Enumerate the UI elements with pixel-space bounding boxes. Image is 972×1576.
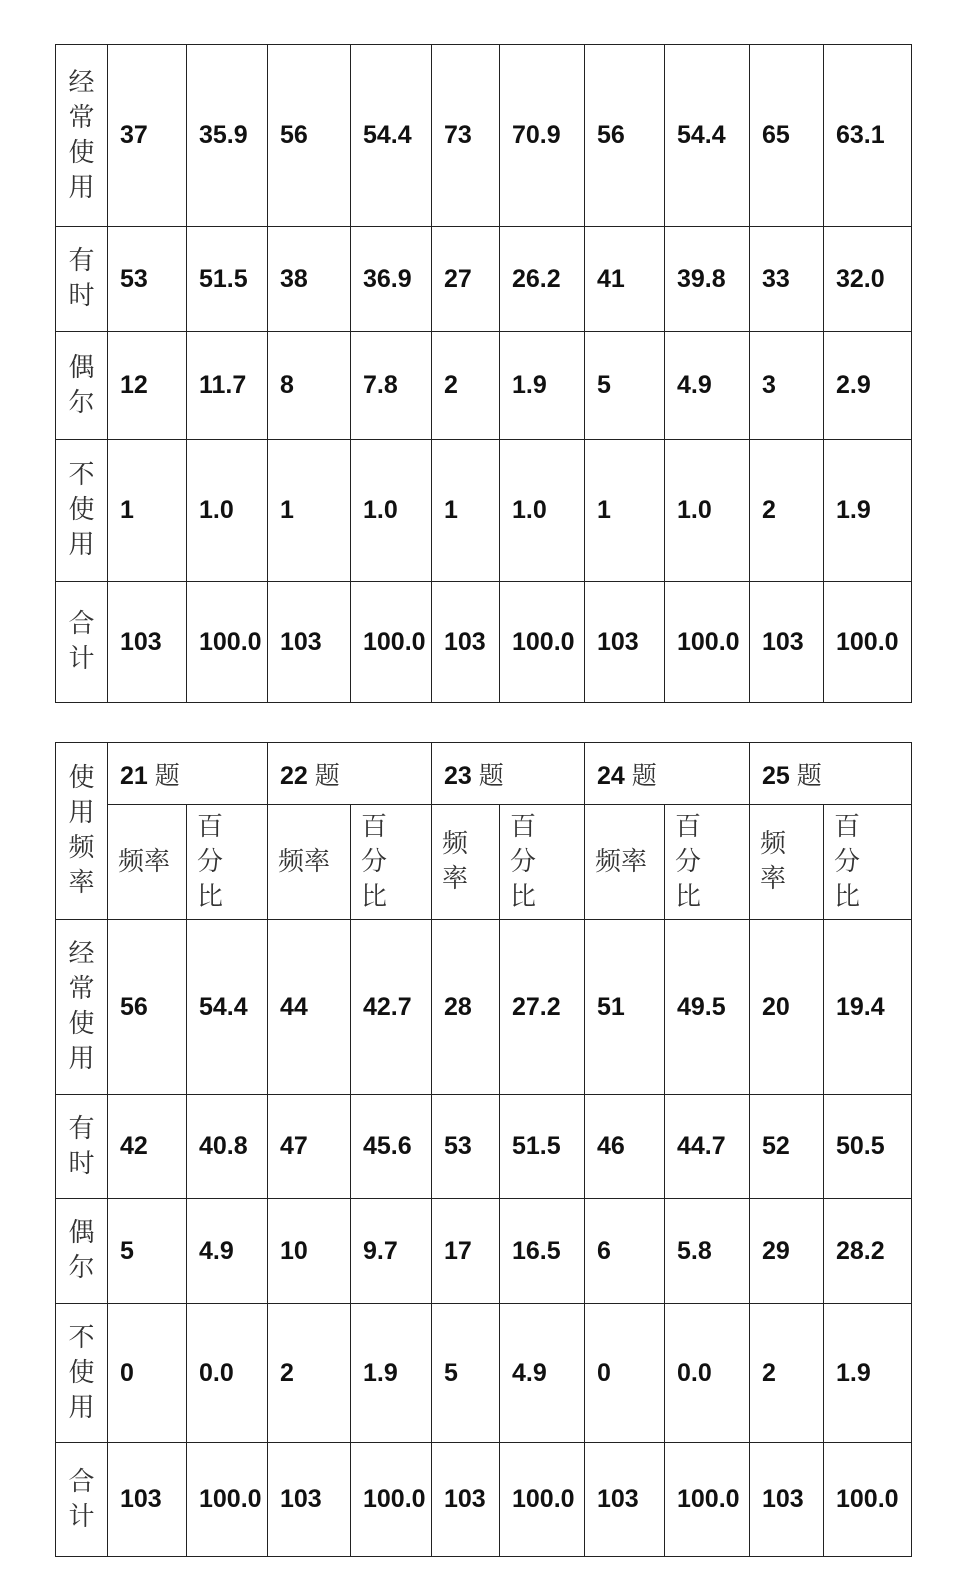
frequency-cell: 103: [268, 1443, 351, 1557]
percentage-cell: 1.0: [187, 440, 268, 582]
table-row: [56, 227, 912, 332]
frequency-cell: 103: [750, 1443, 824, 1557]
percentage-cell: 42.7: [351, 920, 432, 1095]
percentage-cell: 100.0: [187, 582, 268, 703]
frequency-cell: 5: [108, 1199, 187, 1304]
frequency-cell: 103: [432, 582, 500, 703]
percentage-cell: 2.9: [824, 332, 912, 440]
percentage-header: 百分比: [187, 805, 268, 920]
percentage-cell: 35.9: [187, 45, 268, 227]
row-label: 不使用: [56, 1304, 108, 1443]
percentage-cell: 100.0: [824, 1443, 912, 1557]
percentage-cell: 45.6: [351, 1095, 432, 1199]
frequency-cell: 38: [268, 227, 351, 332]
frequency-cell: 12: [108, 332, 187, 440]
percentage-header: 百分比: [824, 805, 912, 920]
table-row: [56, 440, 912, 582]
table-row: [56, 1443, 912, 1557]
percentage-cell: 27.2: [500, 920, 585, 1095]
percentage-cell: 28.2: [824, 1199, 912, 1304]
percentage-cell: 44.7: [665, 1095, 750, 1199]
question-header: 23 题: [432, 743, 585, 805]
frequency-header: 频率: [750, 805, 824, 920]
frequency-cell: 103: [108, 1443, 187, 1557]
percentage-cell: 63.1: [824, 45, 912, 227]
frequency-cell: 2: [750, 1304, 824, 1443]
frequency-cell: 103: [750, 582, 824, 703]
percentage-header: 百分比: [351, 805, 432, 920]
percentage-cell: 1.0: [500, 440, 585, 582]
percentage-cell: 1.9: [500, 332, 585, 440]
frequency-cell: 103: [432, 1443, 500, 1557]
percentage-cell: 1.9: [824, 1304, 912, 1443]
frequency-cell: 17: [432, 1199, 500, 1304]
percentage-cell: 39.8: [665, 227, 750, 332]
frequency-cell: 2: [432, 332, 500, 440]
frequency-cell: 5: [585, 332, 665, 440]
percentage-cell: 19.4: [824, 920, 912, 1095]
row-label: 合计: [56, 582, 108, 703]
frequency-header: 频率: [432, 805, 500, 920]
frequency-cell: 56: [108, 920, 187, 1095]
percentage-cell: 26.2: [500, 227, 585, 332]
question-header-row: [56, 743, 912, 805]
frequency-cell: 1: [432, 440, 500, 582]
percentage-cell: 70.9: [500, 45, 585, 227]
percentage-cell: 51.5: [500, 1095, 585, 1199]
frequency-cell: 51: [585, 920, 665, 1095]
row-label: 合计: [56, 1443, 108, 1557]
frequency-cell: 47: [268, 1095, 351, 1199]
frequency-cell: 44: [268, 920, 351, 1095]
frequency-header: 频率: [585, 805, 665, 920]
frequency-table-2: [55, 742, 912, 1557]
percentage-cell: 100.0: [187, 1443, 268, 1557]
table-row: [56, 1199, 912, 1304]
frequency-cell: 46: [585, 1095, 665, 1199]
frequency-cell: 10: [268, 1199, 351, 1304]
question-header: 21 题: [108, 743, 268, 805]
frequency-cell: 20: [750, 920, 824, 1095]
frequency-cell: 73: [432, 45, 500, 227]
frequency-cell: 1: [268, 440, 351, 582]
percentage-cell: 0.0: [187, 1304, 268, 1443]
row-label: 不使用: [56, 440, 108, 582]
frequency-cell: 42: [108, 1095, 187, 1199]
percentage-cell: 54.4: [351, 45, 432, 227]
frequency-cell: 28: [432, 920, 500, 1095]
percentage-cell: 1.0: [351, 440, 432, 582]
question-header: 24 题: [585, 743, 750, 805]
percentage-cell: 49.5: [665, 920, 750, 1095]
table-row: [56, 1304, 912, 1443]
percentage-cell: 1.9: [824, 440, 912, 582]
question-header: 25 题: [750, 743, 912, 805]
frequency-cell: 2: [750, 440, 824, 582]
percentage-cell: 100.0: [351, 582, 432, 703]
percentage-cell: 5.8: [665, 1199, 750, 1304]
row-label: 有时: [56, 227, 108, 332]
percentage-cell: 4.9: [187, 1199, 268, 1304]
question-header: 22 题: [268, 743, 432, 805]
frequency-cell: 41: [585, 227, 665, 332]
frequency-cell: 53: [432, 1095, 500, 1199]
percentage-cell: 36.9: [351, 227, 432, 332]
percentage-cell: 11.7: [187, 332, 268, 440]
table-row: [56, 582, 912, 703]
frequency-cell: 65: [750, 45, 824, 227]
row-label: 经常使用: [56, 920, 108, 1095]
table-row: [56, 1095, 912, 1199]
percentage-header: 百分比: [500, 805, 585, 920]
percentage-cell: 1.9: [351, 1304, 432, 1443]
percentage-cell: 1.0: [665, 440, 750, 582]
percentage-cell: 4.9: [500, 1304, 585, 1443]
row-label: 偶尔: [56, 332, 108, 440]
frequency-cell: 33: [750, 227, 824, 332]
table-row: [56, 332, 912, 440]
frequency-cell: 3: [750, 332, 824, 440]
frequency-cell: 8: [268, 332, 351, 440]
frequency-cell: 0: [585, 1304, 665, 1443]
frequency-cell: 53: [108, 227, 187, 332]
percentage-cell: 9.7: [351, 1199, 432, 1304]
percentage-cell: 100.0: [351, 1443, 432, 1557]
percentage-cell: 100.0: [665, 582, 750, 703]
sub-header-row: [56, 805, 912, 920]
row-label: 有时: [56, 1095, 108, 1199]
frequency-cell: 6: [585, 1199, 665, 1304]
frequency-cell: 2: [268, 1304, 351, 1443]
percentage-cell: 7.8: [351, 332, 432, 440]
frequency-cell: 29: [750, 1199, 824, 1304]
frequency-cell: 0: [108, 1304, 187, 1443]
percentage-cell: 100.0: [665, 1443, 750, 1557]
percentage-cell: 54.4: [665, 45, 750, 227]
table-row: [56, 920, 912, 1095]
frequency-cell: 103: [268, 582, 351, 703]
table-row: [56, 45, 912, 227]
percentage-cell: 4.9: [665, 332, 750, 440]
frequency-header: 频率: [268, 805, 351, 920]
row-label: 偶尔: [56, 1199, 108, 1304]
percentage-header: 百分比: [665, 805, 750, 920]
percentage-cell: 100.0: [500, 582, 585, 703]
frequency-cell: 52: [750, 1095, 824, 1199]
frequency-cell: 103: [585, 582, 665, 703]
frequency-cell: 1: [108, 440, 187, 582]
frequency-cell: 37: [108, 45, 187, 227]
frequency-cell: 103: [585, 1443, 665, 1557]
frequency-cell: 1: [585, 440, 665, 582]
percentage-cell: 50.5: [824, 1095, 912, 1199]
frequency-cell: 5: [432, 1304, 500, 1443]
percentage-cell: 16.5: [500, 1199, 585, 1304]
frequency-cell: 103: [108, 582, 187, 703]
percentage-cell: 40.8: [187, 1095, 268, 1199]
percentage-cell: 100.0: [500, 1443, 585, 1557]
percentage-cell: 54.4: [187, 920, 268, 1095]
frequency-header: 频率: [108, 805, 187, 920]
percentage-cell: 0.0: [665, 1304, 750, 1443]
frequency-cell: 56: [268, 45, 351, 227]
row-label: 经常使用: [56, 45, 108, 227]
frequency-table-1: [55, 44, 912, 703]
percentage-cell: 100.0: [824, 582, 912, 703]
percentage-cell: 32.0: [824, 227, 912, 332]
frequency-cell: 56: [585, 45, 665, 227]
corner-header: 使用频率: [56, 743, 108, 920]
percentage-cell: 51.5: [187, 227, 268, 332]
frequency-cell: 27: [432, 227, 500, 332]
